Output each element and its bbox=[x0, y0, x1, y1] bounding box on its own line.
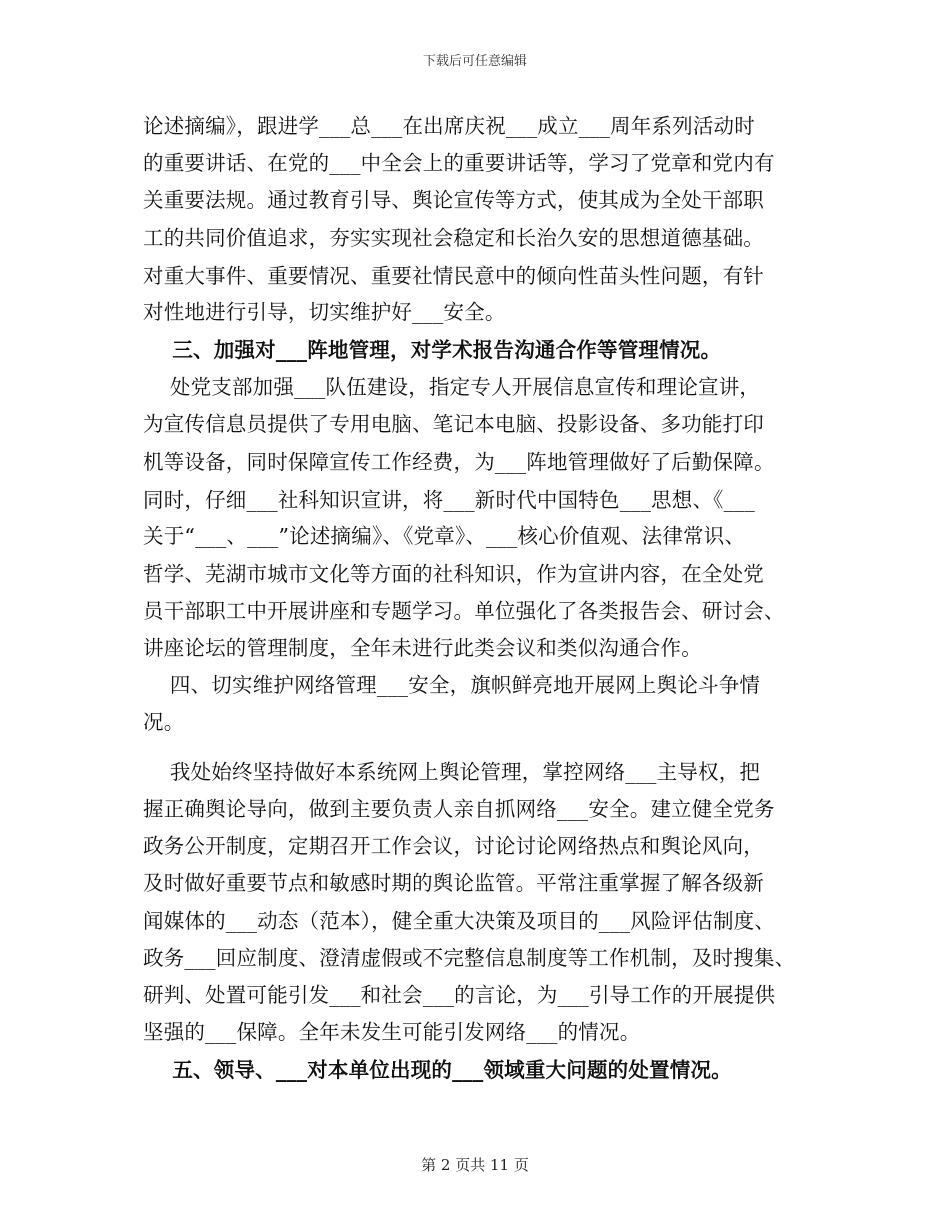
body-line: 闻媒体的___动态（范本），健全重大决策及项目的___风险评估制度、 bbox=[143, 909, 776, 933]
body-line: 处党支部加强___队伍建设，指定专人开展信息宣传和理论宣讲， bbox=[143, 375, 761, 399]
section-heading-4: 四、切实维护网络管理___安全，旗帜鲜亮地开展网上舆论斗争情 bbox=[143, 673, 761, 697]
body-line: 坚强的___保障。全年未发生可能引发网络___的情况。 bbox=[143, 1020, 641, 1044]
body-line: 工的共同价值追求，夯实实现社会稳定和长治久安的思想道德基础。 bbox=[143, 226, 764, 250]
body-line: 况。 bbox=[143, 710, 185, 734]
body-line: 政务公开制度，定期召开工作会议，讨论讨论网络热点和舆论风向， bbox=[143, 834, 764, 858]
body-line: 对重大事件、重要情况、重要社情民意中的倾向性苗头性问题，有针 bbox=[143, 264, 764, 288]
body-line: 对性地进行引导，切实维护好___安全。 bbox=[143, 300, 506, 324]
body-line: 及时做好重要节点和敏感时期的舆论监管。平常注重掌握了解各级新 bbox=[143, 871, 764, 895]
body-line: 为宣传信息员提供了专用电脑、笔记本电脑、投影设备、多功能打印 bbox=[143, 412, 764, 436]
section-heading-5: 五、领导、___对本单位出现的___领域重大问题的处置情况。 bbox=[143, 1058, 732, 1082]
body-line: 关重要法规。通过教育引导、舆论宣传等方式，使其成为全处干部职 bbox=[143, 188, 764, 212]
body-line: 关于“___、___”论述摘编》、《党章》、___核心价值观、法律常识、 bbox=[143, 524, 746, 548]
body-line: 同时，仔细___社科知识宣讲，将___新时代中国特色___思想、《___ bbox=[143, 488, 755, 512]
body-line: 论述摘编》，跟进学___总___在出席庆祝___成立___周年系列活动时 bbox=[143, 114, 755, 138]
body-line: 员干部职工中开展讲座和专题学习。单位强化了各类报告会、研讨会、 bbox=[143, 599, 785, 623]
body-line: 机等设备，同时保障宣传工作经费，为___阵地管理做好了后勤保障。 bbox=[143, 450, 775, 474]
body-line: 的重要讲话、在党的___中全会上的重要讲话等，学习了党章和党内有 bbox=[143, 151, 775, 175]
body-line: 握正确舆论导向，做到主要负责人亲自抓网络___安全。建立健全党务 bbox=[143, 797, 775, 821]
page-footer-note: 第 2 页共 11 页 bbox=[421, 1156, 529, 1174]
body-line: 讲座论坛的管理制度，全年未进行此类会议和类似沟通合作。 bbox=[143, 636, 702, 660]
page-header-note: 下载后可任意编辑 bbox=[422, 54, 527, 69]
body-line: 政务___回应制度、澄清虚假或不完整信息制度等工作机制，及时搜集、 bbox=[143, 946, 796, 970]
body-line: 我处始终坚持做好本系统网上舆论管理，掌控网络___主导权，把 bbox=[143, 760, 761, 784]
section-heading-3: 三、加强对___阵地管理，对学术报告沟通合作等管理情况。 bbox=[143, 338, 722, 362]
body-line: 哲学、芜湖市城市文化等方面的社科知识，作为宣讲内容，在全处党 bbox=[143, 562, 764, 586]
body-line: 研判、处置可能引发___和社会___的言论，为___引导工作的开展提供 bbox=[143, 983, 776, 1007]
